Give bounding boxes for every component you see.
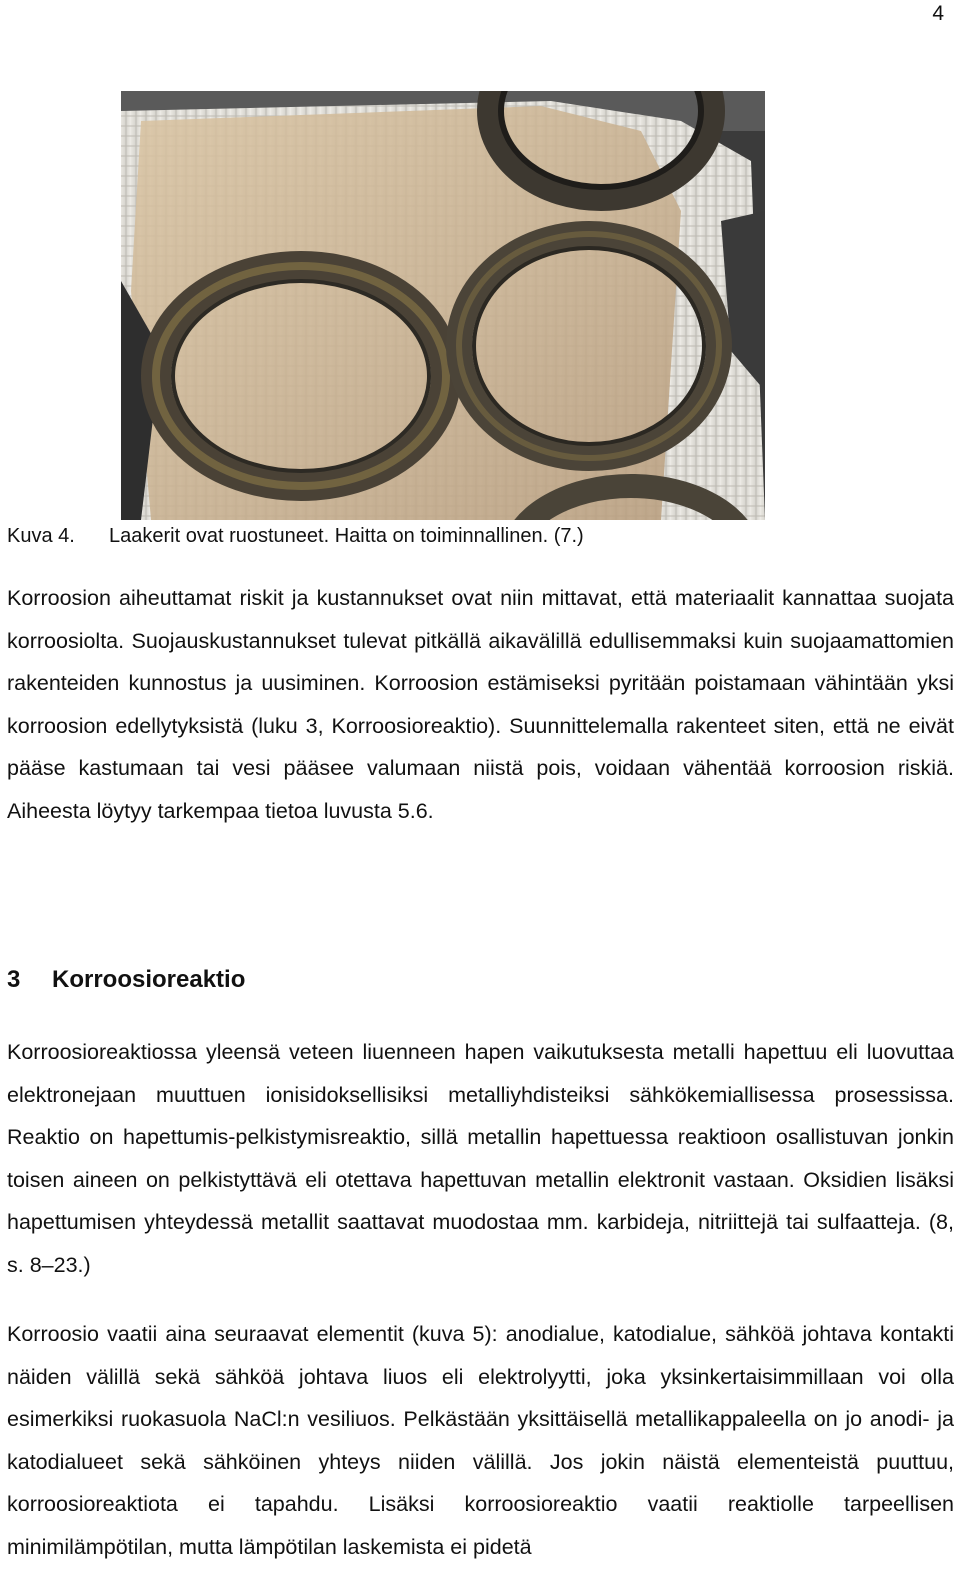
paragraph-corrosion-risks: Korroosion aiheuttamat riskit ja kustannukset ovat niin mittavat, että materiaalit kannattaa suojata korroosiolta. Suojauskustannukset tulevat pitkällä aikavälillä edullisemmaksi kuin suojaamattomien rakenteiden kunnostus ja uusiminen. Korroosion estämiseksi pyritään poistamaan vähintään yksi korroosion edellytyksistä (luku 3, Korroosioreaktio). Suunnittelemalla rakenteet siten, että ne eivät pääse kastumaan tai vesi pääsee valumaan niistä pois, voidaan vähentää korroosion riskiä. Aiheesta löytyy tarkempaa tietoa luvusta 5.6. xyxy=(7,586,954,823)
bearing-rings-photo xyxy=(121,91,765,520)
section-number: 3 xyxy=(7,966,21,993)
caption-label: Kuva 4. xyxy=(7,525,75,547)
page-number: 4 xyxy=(932,2,944,25)
paragraph-corrosion-reaction: Korroosioreaktiossa yleensä veteen liuenneen hapen vaikutuksesta metalli hapettuu eli luovuttaa elektronejaan muuttuen ionisidoksellisiksi metalliyhdisteiksi sähkökemiallisessa prosessissa. Reaktio on hapettumis-pelkistymisreaktio, sillä metallin hapettuessa reaktioon osallistuvan jonkin toisen aineen on pelkistyttävä eli otettava hapettuvan metallin elektronit vastaan. Oksidien lisäksi hapettumisen yhteydessä metallit saattavat muodostaa mm. karbideja, nitriittejä tai sulfaatteja. (8, s. 8–23.) xyxy=(7,1040,954,1277)
paragraph-corrosion-elements: Korroosio vaatii aina seuraavat elementit (kuva 5): anodialue, katodialue, sähköä johtava kontakti näiden välillä sekä sähköä johtava liuos eli elektrolyytti, joka yksinkertaisimmillaan voi olla esimerkiksi ruokasuola NaCl:n vesiliuos. Pelkästään yksittäisellä metallikappaleella on jo anodi- ja katodialueet sekä sähköinen yhteys niiden välillä. Jos jokin näistä elementeistä puuttuu, korroosioreaktiota ei tapahdu. Lisäksi korroosioreaktio vaatii reaktiolle tarpeellisen minimilämpötilan, mutta lämpötilan laskemista ei pidetä xyxy=(7,1322,954,1559)
figure-caption xyxy=(7,521,584,551)
caption-text: Laakerit ovat ruostuneet. Haitta on toiminnallinen. (7.) xyxy=(109,525,584,547)
section-heading xyxy=(7,965,245,995)
section-title: Korroosioreaktio xyxy=(52,966,246,993)
